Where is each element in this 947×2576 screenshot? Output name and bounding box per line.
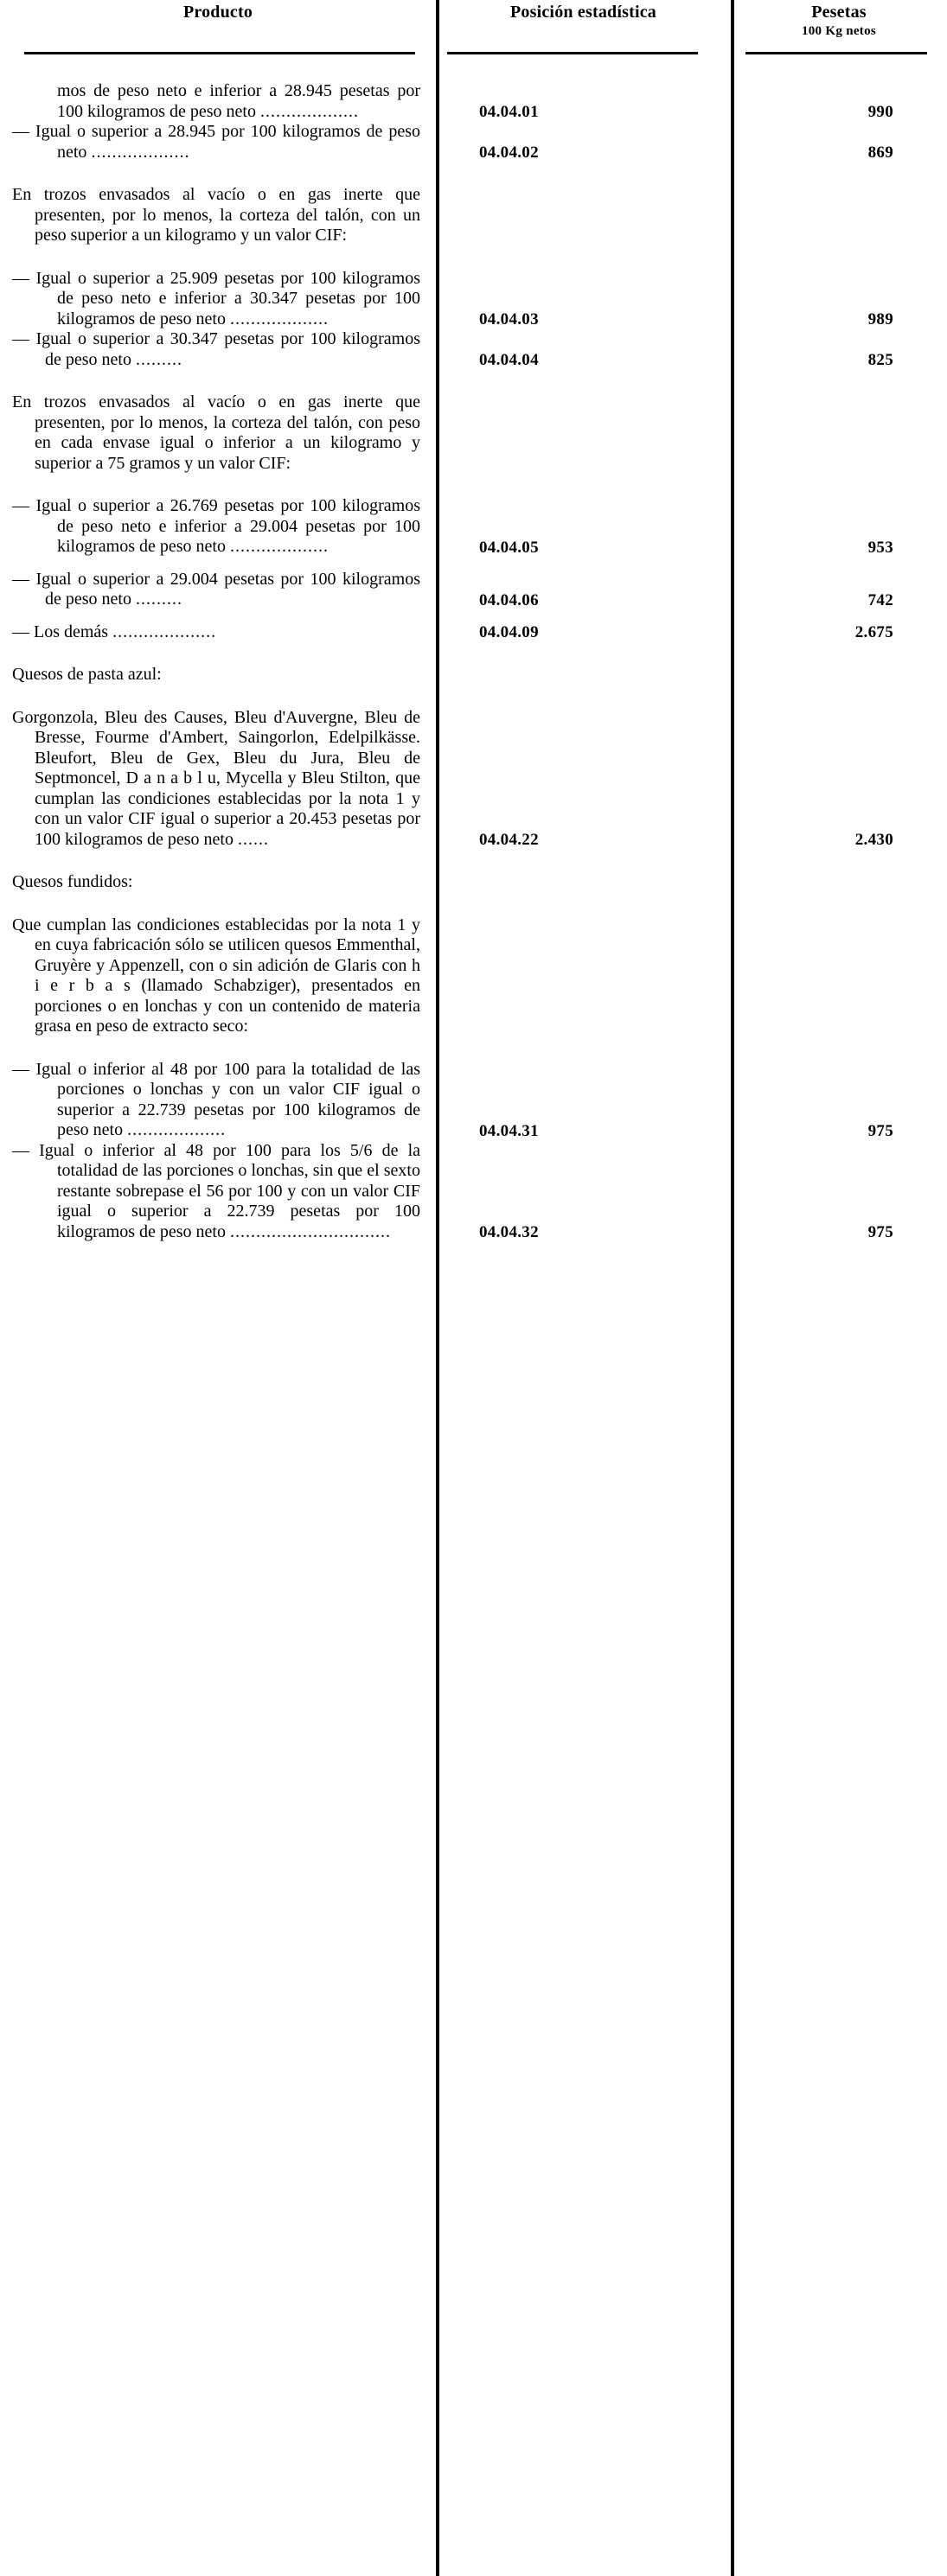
table-header	[0, 0, 947, 59]
table-row	[0, 570, 947, 610]
column-header-posicion-estadistica: Posición estadística	[510, 3, 656, 22]
pesetas-value: 869	[867, 143, 893, 162]
table-row	[0, 81, 947, 122]
dot-leader: ...................	[259, 101, 359, 121]
pesetas-value: 825	[867, 351, 893, 369]
product-description	[0, 185, 436, 246]
product-text: — Igual o superior a 30.347 pesetas por 100 kilogramos de peso neto	[12, 329, 420, 369]
statistical-position: 04.04.02	[479, 143, 539, 162]
header-rule-producto	[24, 52, 415, 54]
column-header-pesetas-sub: 100 Kg netos	[801, 24, 877, 38]
product-description	[0, 329, 436, 370]
product-description	[0, 570, 436, 610]
product-description	[0, 872, 436, 893]
column-header-pesetas-main: Pesetas	[811, 3, 867, 22]
pesetas-value: 742	[867, 590, 893, 609]
section-heading-text: Que cumplan las condiciones establecidas por la nota 1 y en cuya fabricación sólo se utilicen quesos Emmenthal, Gruyère y Appenzell, con o sin adición de Glaris con h i e r b a s (llamado Schabziger), presentados en porciones o en lonchas y con un contenido de materia grasa en peso de extracto seco:	[12, 915, 420, 1036]
product-description	[0, 81, 436, 122]
column-header-producto: Producto	[182, 3, 253, 22]
pesetas-value: 975	[867, 1121, 893, 1140]
table-row	[0, 1141, 947, 1243]
table-row	[0, 496, 947, 558]
table-row-heading	[0, 185, 947, 246]
statistical-position: 04.04.05	[479, 538, 539, 557]
dot-leader: ...................	[91, 142, 190, 162]
product-description	[0, 665, 436, 685]
product-text: — Igual o superior a 25.909 pesetas por 100 kilogramos de peso neto e inferior a 30.347 pesetas por 100 kilogramos de peso neto	[12, 268, 420, 328]
product-description	[0, 915, 436, 1037]
statistical-position: 04.04.01	[479, 103, 539, 121]
statistical-position: 04.04.31	[479, 1121, 539, 1140]
pesetas-value: 989	[867, 310, 893, 328]
table-row	[0, 122, 947, 163]
product-description	[0, 1141, 436, 1243]
dot-leader: ....................	[112, 622, 217, 641]
section-heading-text: En trozos envasados al vacío o en gas inerte que presenten, por lo menos, la corteza del talón, con peso en cada envase igual o inferior a un kilogramo y superior a 75 gramos y un valor CIF:	[12, 392, 420, 473]
pesetas-value: 990	[867, 103, 893, 121]
product-text: — Igual o inferior al 48 por 100 para la totalidad de las porciones o lonchas y con un valor CIF igual o superior a 22.739 pesetas por 100 kilogramos de peso neto	[12, 1059, 420, 1139]
product-text: — Igual o superior a 26.769 pesetas por 100 kilogramos de peso neto e inferior a 29.004 pesetas por 100 kilogramos de peso neto	[12, 496, 420, 556]
statistical-position: 04.04.03	[479, 310, 539, 328]
column-header-pesetas	[731, 2, 947, 40]
header-rule-posicion	[447, 52, 698, 54]
product-text: Gorgonzola, Bleu des Causes, Bleu d'Auvergne, Bleu de Bresse, Fourme d'Ambert, Saingorlon, Edelpilkässe. Bleufort, Bleu de Gex, Bleu du Jura, Bleu de Septmoncel, D a n a b l u, Mycella y Bleu Stilton, que cumplan las condiciones establecidas por la nota 1 y con un valor CIF igual o superior a 20.453 pesetas por 100 kilogramos de peso neto	[12, 707, 420, 849]
dot-leader: .........	[135, 349, 182, 369]
product-text: — Igual o superior a 28.945 por 100 kilogramos de peso neto	[12, 122, 420, 162]
product-description	[0, 392, 436, 474]
pesetas-value: 953	[867, 538, 893, 557]
product-text: — Igual o superior a 29.004 pesetas por 100 kilogramos de peso neto	[12, 569, 420, 609]
product-text: — Los demás	[12, 622, 109, 641]
dot-leader: ...................	[127, 1120, 227, 1139]
table-row	[0, 622, 947, 643]
dot-leader: ...............................	[229, 1221, 391, 1241]
product-text: — Igual o inferior al 48 por 100 para los 5/6 de la totalidad de las porciones o lonchas, sin que el sexto restante sobrepase el 56 por 100 y con un valor CIF igual o superior a 22.739 pesetas por 100 kilogramos de peso neto	[12, 1140, 420, 1241]
statistical-position: 04.04.04	[479, 351, 539, 369]
section-heading-text: Quesos de pasta azul:	[12, 665, 162, 684]
table-body	[0, 59, 947, 1242]
section-heading-text: Quesos fundidos:	[12, 872, 133, 891]
section-heading-text: En trozos envasados al vacío o en gas inerte que presenten, por lo menos, la corteza del talón, con un peso superior a un kilogramo y un valor CIF:	[12, 185, 420, 245]
table-row	[0, 329, 947, 370]
product-text: mos de peso neto e inferior a 28.945 pesetas por 100 kilogramos de peso neto	[57, 81, 420, 121]
dot-leader: ...................	[229, 537, 329, 556]
dot-leader: ...................	[229, 309, 329, 328]
product-description	[0, 269, 436, 330]
table-row-heading	[0, 392, 947, 474]
dot-leader: .........	[135, 590, 182, 609]
dot-leader: ......	[237, 829, 269, 849]
statistical-position: 04.04.06	[479, 590, 539, 609]
table-row-heading	[0, 665, 947, 685]
product-description	[0, 496, 436, 558]
header-rule-pesetas	[745, 52, 927, 54]
product-description	[0, 622, 436, 643]
pesetas-value: 975	[867, 1223, 893, 1241]
product-description	[0, 708, 436, 851]
table-row	[0, 1060, 947, 1141]
pesetas-value: 2.675	[854, 623, 893, 641]
table-row	[0, 708, 947, 851]
table-row	[0, 269, 947, 330]
pesetas-value: 2.430	[854, 831, 893, 849]
table-row-heading	[0, 915, 947, 1037]
product-description	[0, 122, 436, 163]
statistical-position: 04.04.22	[479, 831, 539, 849]
table-row-heading	[0, 872, 947, 893]
statistical-position: 04.04.32	[479, 1223, 539, 1241]
statistical-position: 04.04.09	[479, 623, 539, 641]
product-description	[0, 1060, 436, 1141]
